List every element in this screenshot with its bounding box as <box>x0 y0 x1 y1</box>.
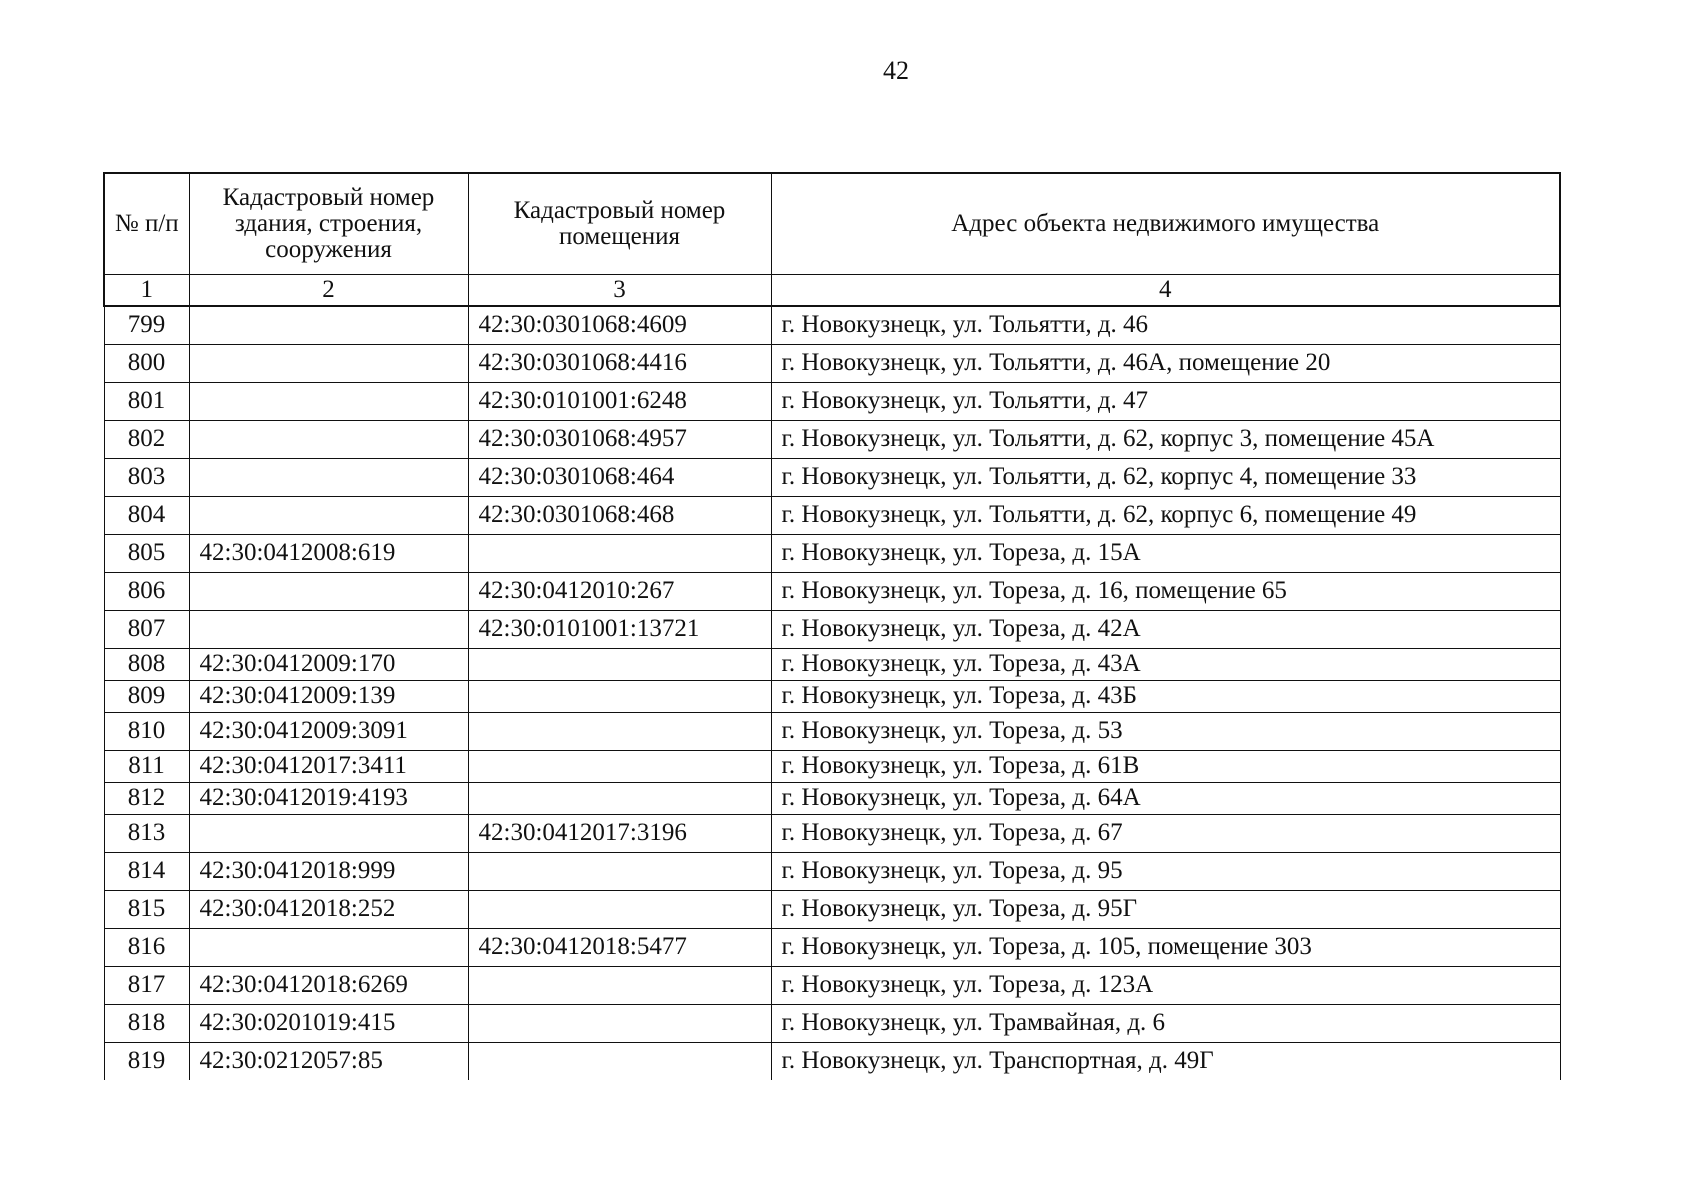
cell-building-cadastral <box>189 459 468 497</box>
cell-row-number: 811 <box>104 751 189 783</box>
cell-premises-cadastral <box>468 713 771 751</box>
cell-address: г. Новокузнецк, ул. Тольятти, д. 62, корпус 3, помещение 45А <box>771 421 1560 459</box>
table-row <box>104 535 1560 573</box>
cell-premises-cadastral <box>468 783 771 815</box>
cell-building-cadastral <box>189 815 468 853</box>
table-row <box>104 929 1560 967</box>
cell-premises-cadastral: 42:30:0301068:4609 <box>468 306 771 345</box>
cell-row-number: 818 <box>104 1005 189 1043</box>
cell-row-number: 799 <box>104 306 189 345</box>
cell-address: г. Новокузнецк, ул. Транспортная, д. 49Г <box>771 1043 1560 1081</box>
cell-address: г. Новокузнецк, ул. Тольятти, д. 62, корпус 4, помещение 33 <box>771 459 1560 497</box>
cell-building-cadastral: 42:30:0412009:139 <box>189 681 468 713</box>
table-row <box>104 306 1560 345</box>
cell-address: г. Новокузнецк, ул. Тольятти, д. 46 <box>771 306 1560 345</box>
cell-row-number: 804 <box>104 497 189 535</box>
cell-address: г. Новокузнецк, ул. Тореза, д. 43Б <box>771 681 1560 713</box>
cell-premises-cadastral: 42:30:0301068:4957 <box>468 421 771 459</box>
cell-premises-cadastral: 42:30:0101001:6248 <box>468 383 771 421</box>
cell-premises-cadastral: 42:30:0412018:5477 <box>468 929 771 967</box>
cell-address: г. Новокузнецк, ул. Тореза, д. 95 <box>771 853 1560 891</box>
cell-row-number: 802 <box>104 421 189 459</box>
header-address: Адрес объекта недвижимого имущества <box>771 173 1560 275</box>
cell-building-cadastral: 42:30:0412019:4193 <box>189 783 468 815</box>
cell-row-number: 803 <box>104 459 189 497</box>
cell-premises-cadastral <box>468 535 771 573</box>
table-row <box>104 611 1560 649</box>
cell-address: г. Новокузнецк, ул. Тореза, д. 61В <box>771 751 1560 783</box>
cell-address: г. Новокузнецк, ул. Тореза, д. 67 <box>771 815 1560 853</box>
column-number: 2 <box>189 275 468 307</box>
cell-row-number: 816 <box>104 929 189 967</box>
table-row <box>104 1005 1560 1043</box>
table-row <box>104 815 1560 853</box>
table-row <box>104 497 1560 535</box>
table-row <box>104 649 1560 681</box>
property-table-container <box>103 172 1561 1080</box>
cell-row-number: 817 <box>104 967 189 1005</box>
cell-building-cadastral: 42:30:0412009:3091 <box>189 713 468 751</box>
cell-building-cadastral: 42:30:0412009:170 <box>189 649 468 681</box>
header-building-cadastral: Кадастровый номер здания, строения, сооружения <box>189 173 468 275</box>
cell-premises-cadastral <box>468 649 771 681</box>
cell-row-number: 813 <box>104 815 189 853</box>
column-number: 1 <box>104 275 189 307</box>
cell-building-cadastral <box>189 306 468 345</box>
cell-row-number: 809 <box>104 681 189 713</box>
table-row <box>104 681 1560 713</box>
cell-premises-cadastral: 42:30:0101001:13721 <box>468 611 771 649</box>
table-row <box>104 891 1560 929</box>
cell-row-number: 807 <box>104 611 189 649</box>
table-row <box>104 783 1560 815</box>
cell-row-number: 819 <box>104 1043 189 1081</box>
cell-row-number: 806 <box>104 573 189 611</box>
cell-row-number: 805 <box>104 535 189 573</box>
cell-row-number: 800 <box>104 345 189 383</box>
cell-premises-cadastral <box>468 1005 771 1043</box>
cell-row-number: 808 <box>104 649 189 681</box>
cell-building-cadastral <box>189 611 468 649</box>
cell-building-cadastral <box>189 345 468 383</box>
table-row <box>104 383 1560 421</box>
header-premises-cadastral: Кадастровый номер помещения <box>468 173 771 275</box>
cell-row-number: 810 <box>104 713 189 751</box>
table-row <box>104 345 1560 383</box>
cell-address: г. Новокузнецк, ул. Тореза, д. 95Г <box>771 891 1560 929</box>
header-row <box>104 173 1560 275</box>
cell-address: г. Новокузнецк, ул. Тореза, д. 105, помещение 303 <box>771 929 1560 967</box>
cell-building-cadastral: 42:30:0201019:415 <box>189 1005 468 1043</box>
cell-address: г. Новокузнецк, ул. Тольятти, д. 62, корпус 6, помещение 49 <box>771 497 1560 535</box>
cell-address: г. Новокузнецк, ул. Тореза, д. 43А <box>771 649 1560 681</box>
cell-row-number: 812 <box>104 783 189 815</box>
cell-address: г. Новокузнецк, ул. Трамвайная, д. 6 <box>771 1005 1560 1043</box>
cell-address: г. Новокузнецк, ул. Тореза, д. 53 <box>771 713 1560 751</box>
cell-premises-cadastral: 42:30:0301068:4416 <box>468 345 771 383</box>
cell-premises-cadastral <box>468 681 771 713</box>
table-body <box>104 306 1560 1080</box>
property-table <box>103 172 1561 1080</box>
cell-building-cadastral <box>189 497 468 535</box>
table-row <box>104 459 1560 497</box>
cell-premises-cadastral <box>468 1043 771 1081</box>
table-row <box>104 751 1560 783</box>
cell-premises-cadastral <box>468 967 771 1005</box>
table-row <box>104 1043 1560 1081</box>
cell-building-cadastral: 42:30:0412018:6269 <box>189 967 468 1005</box>
cell-premises-cadastral <box>468 853 771 891</box>
cell-row-number: 801 <box>104 383 189 421</box>
cell-premises-cadastral: 42:30:0301068:464 <box>468 459 771 497</box>
cell-address: г. Новокузнецк, ул. Тореза, д. 16, помещение 65 <box>771 573 1560 611</box>
cell-row-number: 814 <box>104 853 189 891</box>
cell-premises-cadastral: 42:30:0412017:3196 <box>468 815 771 853</box>
column-numbers-row <box>104 275 1560 307</box>
table-row <box>104 421 1560 459</box>
cell-building-cadastral: 42:30:0412018:999 <box>189 853 468 891</box>
cell-building-cadastral: 42:30:0412017:3411 <box>189 751 468 783</box>
cell-address: г. Новокузнецк, ул. Тореза, д. 123А <box>771 967 1560 1005</box>
table-header <box>104 173 1560 306</box>
cell-premises-cadastral: 42:30:0301068:468 <box>468 497 771 535</box>
cell-building-cadastral <box>189 421 468 459</box>
header-row-number: № п/п <box>104 173 189 275</box>
cell-address: г. Новокузнецк, ул. Тольятти, д. 46А, помещение 20 <box>771 345 1560 383</box>
cell-building-cadastral <box>189 929 468 967</box>
cell-building-cadastral: 42:30:0212057:85 <box>189 1043 468 1081</box>
cell-building-cadastral <box>189 573 468 611</box>
table-row <box>104 713 1560 751</box>
cell-premises-cadastral <box>468 891 771 929</box>
column-number: 3 <box>468 275 771 307</box>
table-row <box>104 573 1560 611</box>
cell-building-cadastral: 42:30:0412018:252 <box>189 891 468 929</box>
cell-premises-cadastral <box>468 751 771 783</box>
cell-premises-cadastral: 42:30:0412010:267 <box>468 573 771 611</box>
page-number: 42 <box>883 56 909 85</box>
cell-building-cadastral: 42:30:0412008:619 <box>189 535 468 573</box>
cell-address: г. Новокузнецк, ул. Тореза, д. 64А <box>771 783 1560 815</box>
cell-address: г. Новокузнецк, ул. Тольятти, д. 47 <box>771 383 1560 421</box>
cell-address: г. Новокузнецк, ул. Тореза, д. 15А <box>771 535 1560 573</box>
table-row <box>104 853 1560 891</box>
cell-building-cadastral <box>189 383 468 421</box>
column-number: 4 <box>771 275 1560 307</box>
table-row <box>104 967 1560 1005</box>
cell-row-number: 815 <box>104 891 189 929</box>
cell-address: г. Новокузнецк, ул. Тореза, д. 42А <box>771 611 1560 649</box>
